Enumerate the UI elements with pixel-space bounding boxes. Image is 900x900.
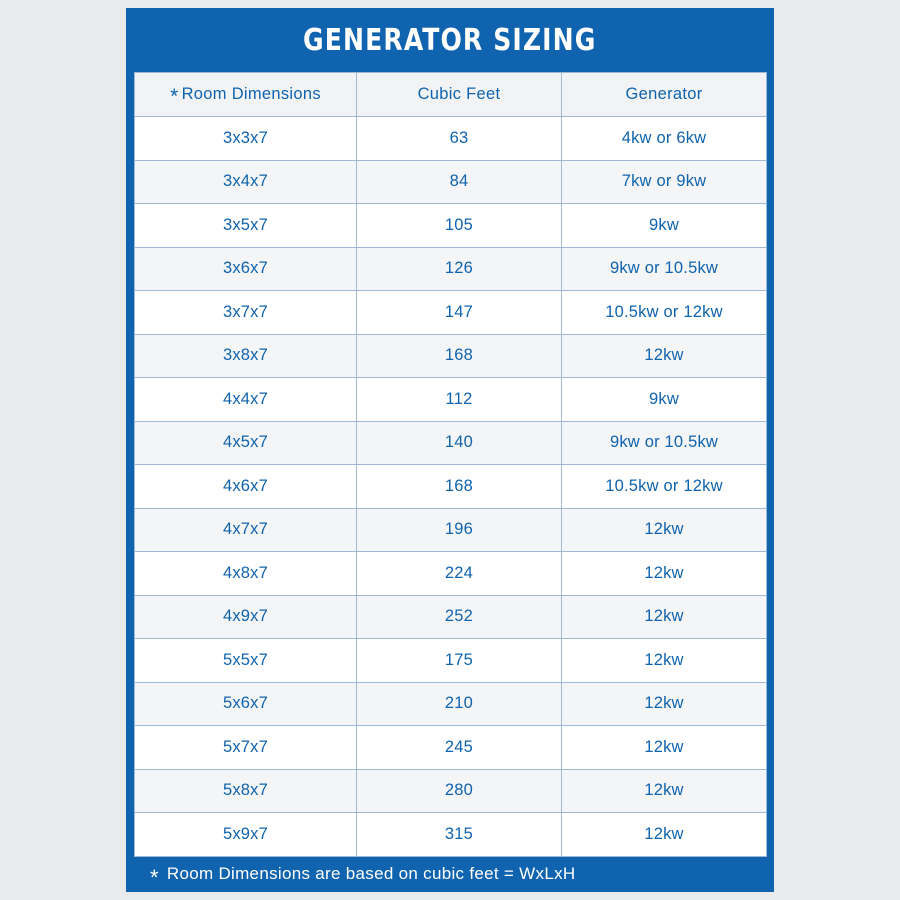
table-cell: 9kw or 10.5kw <box>562 421 767 465</box>
table-cell: 3x3x7 <box>135 117 357 161</box>
column-header-generator: Generator <box>562 73 767 117</box>
table-cell: 4x5x7 <box>135 421 357 465</box>
table-row <box>135 204 767 248</box>
table-cell: 3x4x7 <box>135 160 357 204</box>
table-cell: 175 <box>357 639 562 683</box>
table-cell: 63 <box>357 117 562 161</box>
table-cell: 4x8x7 <box>135 552 357 596</box>
column-header-room-dimensions-label: Room Dimensions <box>181 85 321 103</box>
table-header-row <box>135 73 767 117</box>
table-cell: 12kw <box>562 682 767 726</box>
table-cell: 12kw <box>562 552 767 596</box>
table-row <box>135 117 767 161</box>
table-cell: 12kw <box>562 334 767 378</box>
table-cell: 3x7x7 <box>135 291 357 335</box>
table-row <box>135 421 767 465</box>
table-cell: 112 <box>357 378 562 422</box>
table-row <box>135 682 767 726</box>
table-cell: 4x9x7 <box>135 595 357 639</box>
page-title: GENERATOR SIZING <box>303 22 597 58</box>
table-header <box>135 73 767 117</box>
table-row <box>135 813 767 857</box>
table-cell: 280 <box>357 769 562 813</box>
table-cell: 5x6x7 <box>135 682 357 726</box>
table-row <box>135 769 767 813</box>
footnote-text: Room Dimensions are based on cubic feet = WxLxH <box>166 864 576 884</box>
table-cell: 4x7x7 <box>135 508 357 552</box>
table-row <box>135 291 767 335</box>
table-cell: 3x5x7 <box>135 204 357 248</box>
table-row <box>135 508 767 552</box>
table-cell: 140 <box>357 421 562 465</box>
table-cell: 196 <box>357 508 562 552</box>
table-cell: 4x6x7 <box>135 465 357 509</box>
table-cell: 84 <box>357 160 562 204</box>
table-cell: 10.5kw or 12kw <box>562 291 767 335</box>
table-row <box>135 160 767 204</box>
table-cell: 12kw <box>562 508 767 552</box>
table-cell: 252 <box>357 595 562 639</box>
table-row <box>135 552 767 596</box>
asterisk-marker: * <box>170 85 179 108</box>
table-cell: 5x7x7 <box>135 726 357 770</box>
table-cell: 3x8x7 <box>135 334 357 378</box>
table-row <box>135 334 767 378</box>
table-cell: 5x8x7 <box>135 769 357 813</box>
table-cell: 168 <box>357 334 562 378</box>
table-cell: 105 <box>357 204 562 248</box>
generator-sizing-card <box>126 8 774 892</box>
table-cell: 7kw or 9kw <box>562 160 767 204</box>
footnote: * Room Dimensions are based on cubic feet = WxLxH <box>150 864 576 891</box>
table-body <box>135 117 767 857</box>
table-cell: 9kw <box>562 204 767 248</box>
column-header-room-dimensions <box>135 73 357 117</box>
table-row <box>135 595 767 639</box>
table-cell: 224 <box>357 552 562 596</box>
table-row <box>135 378 767 422</box>
table-cell: 210 <box>357 682 562 726</box>
table-row <box>135 247 767 291</box>
table-cell: 10.5kw or 12kw <box>562 465 767 509</box>
table-row <box>135 726 767 770</box>
table-cell: 9kw or 10.5kw <box>562 247 767 291</box>
table-cell: 4kw or 6kw <box>562 117 767 161</box>
generator-sizing-table <box>134 72 767 857</box>
table-cell: 9kw <box>562 378 767 422</box>
table-cell: 12kw <box>562 726 767 770</box>
table-cell: 168 <box>357 465 562 509</box>
table-cell: 3x6x7 <box>135 247 357 291</box>
table-cell: 5x9x7 <box>135 813 357 857</box>
table-row <box>135 465 767 509</box>
table-cell: 147 <box>357 291 562 335</box>
table-cell: 12kw <box>562 639 767 683</box>
table-cell: 315 <box>357 813 562 857</box>
table-cell: 245 <box>357 726 562 770</box>
table-cell: 4x4x7 <box>135 378 357 422</box>
table-cell: 12kw <box>562 595 767 639</box>
table-cell: 12kw <box>562 813 767 857</box>
sizing-table-container <box>134 72 766 857</box>
column-header-cubic-feet: Cubic Feet <box>357 73 562 117</box>
table-cell: 126 <box>357 247 562 291</box>
table-row <box>135 639 767 683</box>
title-bar <box>126 8 774 72</box>
table-cell: 12kw <box>562 769 767 813</box>
table-cell: 5x5x7 <box>135 639 357 683</box>
